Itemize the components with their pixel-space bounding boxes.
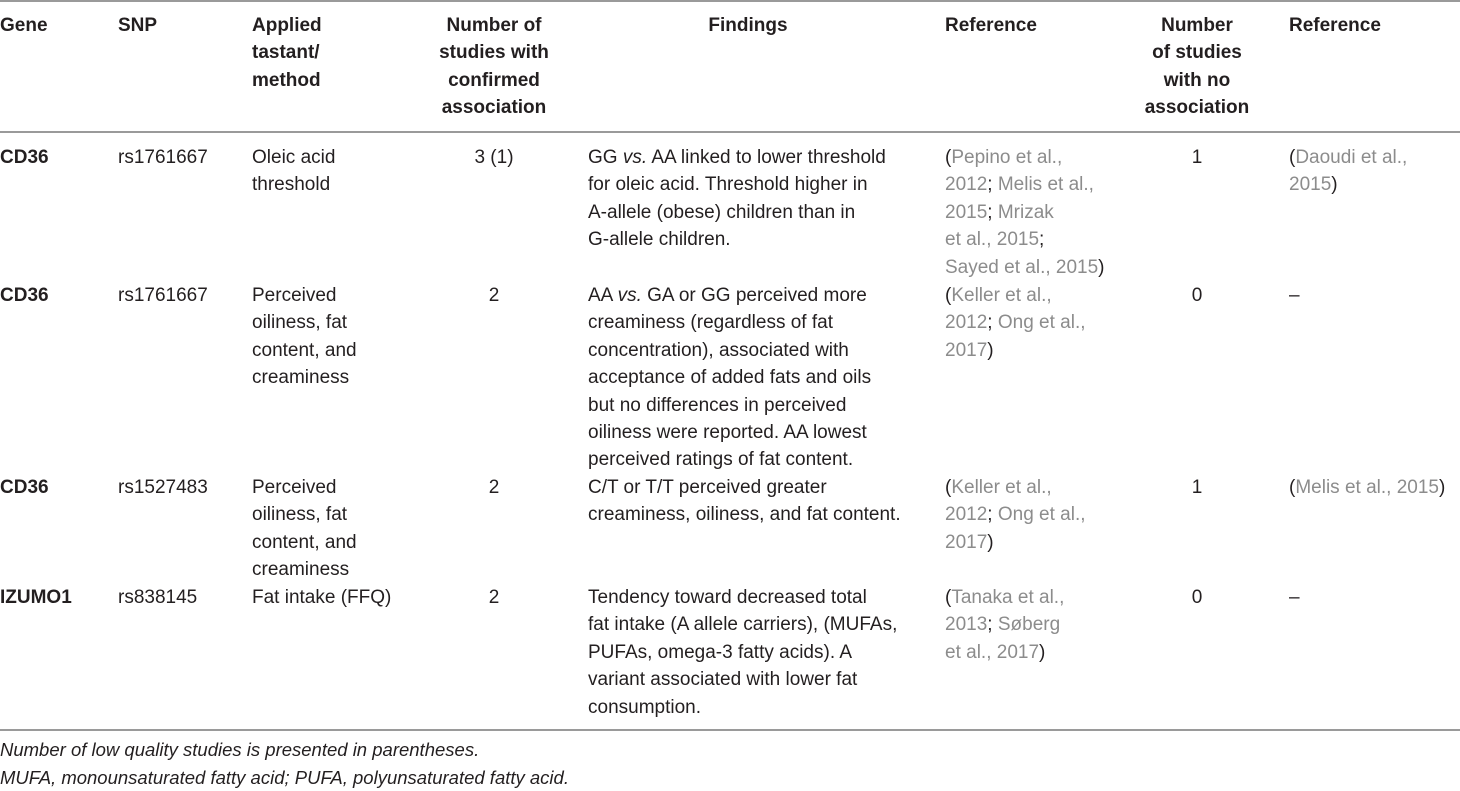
- header-noassoc-line: of studies: [1152, 42, 1242, 64]
- reference-line: [1289, 474, 1445, 501]
- reference-link[interactable]: 2013: [945, 614, 988, 636]
- tastant-line: threshold: [252, 174, 331, 196]
- tastant-line: Oleic acid: [252, 147, 336, 168]
- header-snp: SNP: [118, 15, 158, 36]
- reference-link[interactable]: 2015: [1289, 174, 1332, 196]
- reference-punct: ;: [987, 201, 998, 223]
- no-association-count: 0: [1191, 285, 1203, 306]
- tastant-line: creaminess: [252, 559, 350, 581]
- tastant-line: Fat intake (FFQ): [252, 587, 392, 608]
- top-rule: [0, 0, 1460, 2]
- reference-punct: ): [1438, 477, 1446, 498]
- reference-punct: ;: [987, 614, 998, 636]
- reference-line: [945, 529, 1086, 556]
- header-reference-2: Reference: [1289, 15, 1381, 36]
- reference-link[interactable]: Mrizak: [997, 201, 1054, 223]
- reference-link[interactable]: Melis et al.,: [997, 174, 1094, 196]
- reference-punct: (: [945, 147, 952, 168]
- bottom-rule: [0, 729, 1460, 731]
- findings-line: C/T or T/T perceived greater: [588, 477, 827, 498]
- header-noassoc-line: association: [1144, 97, 1250, 119]
- reference-line: [945, 309, 1086, 336]
- reference-punct: ;: [987, 312, 998, 334]
- snp-cell: rs1527483: [118, 477, 208, 498]
- findings-italic: vs.: [622, 147, 648, 168]
- reference-link[interactable]: Søberg: [997, 614, 1061, 636]
- tastant-line: content, and: [252, 531, 357, 553]
- reference-link[interactable]: 2012: [945, 312, 988, 334]
- no-association-count: 1: [1191, 147, 1203, 168]
- reference-link[interactable]: Ong et al.,: [997, 504, 1086, 526]
- header-noassoc-line: with no: [1163, 69, 1231, 91]
- header-confirmed-line: confirmed: [448, 69, 540, 91]
- findings-line: but no differences in perceived: [588, 394, 847, 416]
- reference-link[interactable]: 2012: [945, 174, 988, 196]
- reference-line: [945, 584, 1064, 611]
- reference-2-cell: –: [1289, 285, 1300, 306]
- reference-line: [945, 611, 1064, 638]
- confirmed-count: 3 (1): [474, 147, 514, 168]
- reference-link[interactable]: Daoudi et al.,: [1295, 147, 1408, 168]
- reference-link[interactable]: Sayed et al., 2015: [945, 256, 1099, 278]
- reference-link[interactable]: 2017: [945, 531, 988, 553]
- confirmed-count: 2: [488, 587, 500, 608]
- reference-line: [945, 199, 1105, 226]
- reference-punct: ;: [987, 504, 998, 526]
- reference-link[interactable]: 2012: [945, 504, 988, 526]
- gene-cell: CD36: [0, 285, 49, 306]
- header-findings: Findings: [708, 15, 788, 36]
- gene-cell: IZUMO1: [0, 587, 72, 608]
- header-confirmed-line: Number of: [446, 15, 542, 36]
- reference-punct: ): [1039, 641, 1046, 663]
- findings-text: GA or GG perceived more: [641, 285, 867, 306]
- findings-cell: [588, 474, 901, 529]
- findings-text: GG: [588, 147, 623, 168]
- findings-line: for oleic acid. Threshold higher in: [588, 174, 868, 196]
- confirmed-count: 2: [488, 285, 500, 306]
- reference-link[interactable]: Pepino et al.,: [951, 147, 1063, 168]
- reference-cell: [945, 144, 1105, 281]
- confirmed-count: 2: [488, 477, 500, 498]
- findings-line: consumption.: [588, 696, 702, 718]
- findings-cell: [588, 282, 871, 474]
- reference-link[interactable]: Ong et al.,: [997, 312, 1086, 334]
- reference-line: [945, 254, 1105, 281]
- reference-line: [945, 639, 1064, 666]
- reference-punct: ): [987, 531, 994, 553]
- findings-line: G-allele children.: [588, 229, 731, 251]
- snp-cell: rs838145: [118, 587, 198, 608]
- findings-line: creaminess (regardless of fat: [588, 312, 833, 334]
- findings-line: Tendency toward decreased total: [588, 587, 867, 608]
- header-confirmed-line: studies with: [439, 42, 549, 64]
- reference-punct: (: [1289, 147, 1296, 168]
- findings-line: perceived ratings of fat content.: [588, 449, 854, 471]
- reference-line: [945, 226, 1105, 253]
- footnote: Number of low quality studies is presented in parentheses.: [0, 739, 480, 760]
- reference-2-cell: [1289, 474, 1445, 501]
- reference-2-cell: –: [1289, 587, 1300, 608]
- reference-line: [945, 171, 1105, 198]
- reference-2-cell: [1289, 144, 1407, 199]
- reference-punct: (: [945, 285, 952, 306]
- findings-line: oiliness were reported. AA lowest: [588, 422, 867, 444]
- reference-line: [945, 501, 1086, 528]
- findings-text: AA: [588, 285, 618, 306]
- findings-text: AA linked to lower threshold: [647, 147, 886, 168]
- reference-punct: (: [945, 587, 952, 608]
- tastant-line: creaminess: [252, 367, 350, 389]
- reference-line: [945, 474, 1086, 501]
- reference-line: [945, 282, 1086, 309]
- findings-line: [588, 282, 871, 309]
- header-rule: [0, 131, 1460, 133]
- reference-link[interactable]: Keller et al.,: [951, 477, 1052, 498]
- reference-link[interactable]: 2017: [945, 339, 988, 361]
- reference-punct: ): [987, 339, 994, 361]
- reference-cell: [945, 474, 1086, 556]
- tastant-cell: [252, 144, 335, 199]
- tastant-line: oiliness, fat: [252, 312, 348, 334]
- findings-line: variant associated with lower fat: [588, 669, 858, 691]
- reference-link[interactable]: 2015: [945, 201, 988, 223]
- reference-line: [1289, 144, 1407, 171]
- no-association-count: 0: [1191, 587, 1203, 608]
- snp-cell: rs1761667: [118, 147, 208, 168]
- header-tastant: [252, 12, 322, 94]
- findings-line: [588, 144, 886, 171]
- no-association-count: 1: [1191, 477, 1203, 498]
- findings-line: fat intake (A allele carriers), (MUFAs,: [588, 614, 898, 636]
- tastant-line: oiliness, fat: [252, 504, 348, 526]
- reference-line: [945, 337, 1086, 364]
- reference-cell: [945, 584, 1064, 666]
- header-tastant-line: method: [252, 69, 321, 91]
- header-tastant-line: Applied: [252, 15, 322, 36]
- reference-link[interactable]: Keller et al.,: [951, 285, 1052, 306]
- header-confirmed: [416, 12, 572, 122]
- tastant-cell: [252, 584, 391, 611]
- reference-punct: ;: [987, 174, 998, 196]
- findings-cell: [588, 144, 886, 254]
- header-noassoc-line: Number: [1161, 15, 1233, 36]
- findings-italic: vs.: [617, 285, 642, 306]
- findings-line: creaminess, oiliness, and fat content.: [588, 504, 901, 526]
- reference-cell: [945, 282, 1086, 364]
- tastant-cell: [252, 474, 357, 584]
- findings-line: acceptance of added fats and oils: [588, 367, 872, 389]
- reference-line: [945, 144, 1105, 171]
- tastant-line: Perceived: [252, 285, 337, 306]
- header-confirmed-line: association: [441, 97, 547, 119]
- snp-cell: rs1761667: [118, 285, 208, 306]
- findings-cell: [588, 584, 897, 721]
- reference-link[interactable]: et al., 2017: [945, 641, 1040, 663]
- reference-line: [1289, 171, 1407, 198]
- reference-punct: ;: [1039, 229, 1045, 251]
- gene-cell: CD36: [0, 477, 49, 498]
- header-reference: Reference: [945, 15, 1037, 36]
- reference-link[interactable]: Tanaka et al.,: [951, 587, 1065, 608]
- footnote: MUFA, monounsaturated fatty acid; PUFA, polyunsaturated fatty acid.: [0, 767, 569, 788]
- findings-line: A-allele (obese) children than in: [588, 201, 856, 223]
- header-tastant-line: tastant/: [252, 42, 320, 64]
- header-no-association: [1130, 12, 1264, 122]
- header-gene: Gene: [0, 15, 48, 36]
- findings-line: PUFAs, omega-3 fatty acids). A: [588, 641, 852, 663]
- reference-link[interactable]: Melis et al., 2015: [1295, 477, 1439, 498]
- tastant-line: Perceived: [252, 477, 337, 498]
- reference-punct: (: [945, 477, 952, 498]
- reference-punct: ): [1098, 256, 1105, 278]
- reference-punct: (: [1289, 477, 1296, 498]
- tastant-line: content, and: [252, 339, 357, 361]
- gene-cell: CD36: [0, 147, 49, 168]
- reference-link[interactable]: et al., 2015: [945, 229, 1040, 251]
- tastant-cell: [252, 282, 357, 392]
- findings-line: concentration), associated with: [588, 339, 849, 361]
- reference-punct: ): [1331, 174, 1338, 196]
